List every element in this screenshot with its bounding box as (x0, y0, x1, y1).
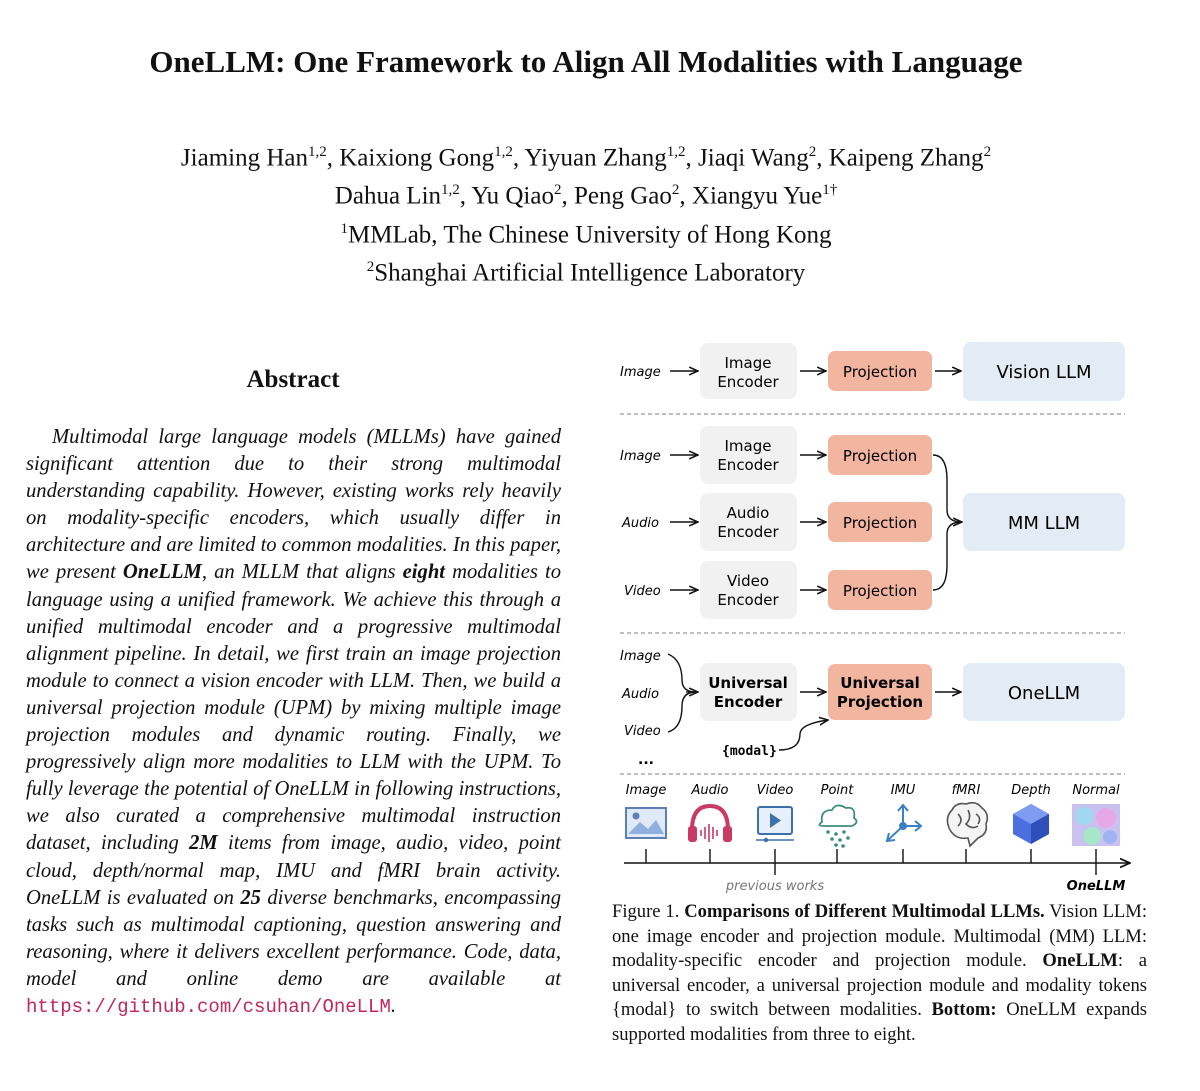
author-affil-mark: 2 (671, 182, 680, 199)
input-brace (668, 654, 696, 732)
author-affil-mark: 2 (553, 182, 562, 199)
image-encoder-box (700, 426, 797, 484)
encoder-label: Universal (708, 674, 788, 692)
video-encoder-box (700, 561, 797, 619)
row2-input-label: Video (624, 584, 661, 599)
abstract-text: modalities to language using a unified framework. We achieve this through a unified multimodal encoder and a progressive multimodal alignment pipeline. In detail, we first train an image projection module to connect a vision encoder with LLM. Then, we build a universal projection module (UPM) by mixing multiple image projection modules and dynamic routing. Finally, we progressively align more modalities to LLM with the UPM. To fully leverage the potential of OneLLM in following instructions, we also curated a comprehensive multimodal instruction dataset, including (26, 561, 561, 855)
modal-token: {modal} (722, 744, 777, 759)
author-name: Jiaqi Wang (698, 144, 809, 172)
author-separator: , (512, 144, 525, 172)
author-affil-mark: 1† (822, 182, 838, 199)
row2-input-label: Image (620, 449, 661, 464)
author-list (0, 136, 1172, 213)
projection-label: Projection (836, 693, 924, 711)
author-separator: , (679, 182, 692, 210)
projection-label: Universal (840, 674, 920, 692)
caption-token: {modal} (612, 999, 677, 1021)
caption-emphasis: Comparisons of Different Multimodal LLMs. (684, 901, 1045, 922)
row3-input-label: Audio (622, 687, 659, 702)
affiliation-mark: 1 (340, 221, 348, 237)
encoder-label: Encoder (717, 373, 779, 391)
llm-label: Vision LLM (996, 362, 1092, 383)
author-separator: , (685, 144, 699, 172)
author-affil-mark: 2 (808, 144, 817, 160)
abstract-emphasis: eight (402, 561, 445, 584)
affiliation-text: MMLab, The Chinese University of Hong Kong (347, 221, 832, 249)
encoder-label: Video (726, 572, 770, 590)
encoder-label: Image (724, 354, 772, 372)
row3-input-label: ... (638, 752, 654, 768)
merge-brace (933, 455, 962, 522)
abstract-text: diverse benchmarks, encompassing tasks such as multimodal captioning, question answering and reasoning, where it delivers excellent performance. Code, data, model and online demo are available at (26, 886, 561, 990)
author-affil-mark: 1,2 (666, 144, 686, 160)
imu-axes-icon (887, 805, 921, 841)
abstract-emphasis: 2M (189, 832, 218, 855)
encoder-label: Encoder (717, 523, 779, 541)
caption-text: to switch between modalities. (676, 999, 932, 1021)
headphones-icon (688, 806, 732, 842)
author-name: Dahua Lin (334, 182, 442, 210)
modality-label: Video (756, 783, 794, 798)
abstract-heading: Abstract (246, 366, 340, 393)
author-separator: , (459, 182, 472, 210)
universal-encoder-box (700, 663, 797, 721)
modality-label: Image (625, 783, 667, 798)
caption-text: : a universal encoder, a universal projection module and modality tokens (612, 950, 1147, 996)
author-affil-mark: 1,2 (494, 144, 513, 160)
author-name: Kaipeng Zhang (828, 144, 984, 172)
picture-icon (626, 808, 666, 838)
modality-label: Depth (1011, 783, 1051, 798)
caption-text: OneLLM expands supported modalities from three to eight. (612, 999, 1148, 1045)
onellm-timeline-label: OneLLM (1066, 879, 1126, 894)
modality-label: Audio (691, 783, 729, 798)
projection-label: Projection (842, 514, 918, 532)
point-cloud-icon (819, 805, 856, 847)
encoder-label: Encoder (717, 456, 779, 474)
row3-input-label: Video (624, 724, 661, 739)
architecture-diagram (606, 330, 1146, 895)
modality-label: fMRI (951, 783, 981, 798)
row3-input-label: Image (620, 649, 661, 664)
affiliation-1 (0, 213, 1172, 251)
abstract-text: , an MLLM that aligns (201, 561, 403, 584)
encoder-label: Encoder (713, 693, 783, 711)
abstract-text: Multimodal large language models (MLLMs) have gained significant attention due to their strong multimodal understanding capability. However, existing works rely heavily on modality-specific encoders, which usually differ in architecture and are limited to common modalities. In this paper, we present (26, 426, 561, 584)
brain-icon (947, 803, 987, 846)
encoder-label: Audio (726, 504, 770, 522)
author-name: Kaixiong Gong (339, 144, 495, 172)
previous-works-label: previous works (725, 879, 825, 894)
author-name: Jiaming Han (180, 144, 308, 172)
author-name: Yiyuan Zhang (524, 144, 667, 172)
row1-input-label: Image (620, 365, 661, 380)
figure-1 (606, 330, 1146, 900)
author-line-1 (0, 136, 1172, 174)
caption-emphasis: Bottom: (931, 999, 997, 1021)
github-link[interactable]: https://github.com/csuhan/OneLLM (26, 995, 391, 1018)
abstract-text: . (390, 994, 397, 1017)
author-affil-mark: 1,2 (441, 182, 460, 199)
token-arrow (779, 720, 828, 750)
abstract-body (26, 424, 561, 1021)
llm-label: MM LLM (1007, 513, 1081, 534)
affiliation-mark: 2 (366, 259, 375, 276)
affiliation-text: Shanghai Artificial Intelligence Laboratory (374, 259, 806, 287)
author-name: Peng Gao (573, 182, 672, 210)
modality-label: Point (820, 783, 854, 798)
audio-encoder-box (700, 493, 797, 551)
author-separator: , (326, 144, 340, 172)
abstract-emphasis: 25 (240, 886, 261, 909)
modality-label: IMU (890, 783, 916, 798)
projection-label: Projection (842, 582, 918, 600)
caption-text: Vision LLM: one image encoder and projection module. Multimodal (MM) LLM: modality-specific encoder and projection module. (612, 901, 1147, 972)
normal-map-icon (1072, 804, 1120, 846)
author-separator: , (816, 144, 829, 172)
modality-label: Normal (1072, 783, 1120, 798)
author-affil-mark: 2 (983, 144, 992, 160)
modality-labels (626, 783, 1120, 798)
paper-title: OneLLM: One Framework to Align All Modalities with Language (149, 44, 1023, 79)
abstract-emphasis: OneLLM (122, 561, 202, 584)
merge-brace (933, 522, 962, 590)
author-line-2 (0, 174, 1172, 212)
depth-cube-icon (1013, 804, 1049, 844)
encoder-label: Image (724, 437, 772, 455)
universal-projection-box (828, 664, 932, 720)
author-name: Yu Qiao (471, 182, 554, 210)
timeline-ticks (646, 849, 1096, 863)
affiliation-list (0, 213, 1172, 290)
caption-text: Figure 1. (612, 901, 685, 922)
video-player-icon (756, 807, 794, 842)
encoder-label: Encoder (717, 591, 779, 609)
caption-emphasis: OneLLM (1042, 950, 1118, 972)
row2-input-label: Audio (622, 516, 659, 531)
affiliation-2 (0, 251, 1172, 289)
figure-caption (612, 900, 1147, 1048)
projection-label: Projection (842, 363, 918, 381)
author-affil-mark: 1,2 (308, 144, 327, 160)
author-name: Xiangyu Yue (691, 182, 823, 210)
abstract-text: items from image, audio, video, point cloud, depth/normal map, IMU and fMRI brain activity. OneLLM is evaluated on (26, 832, 561, 909)
llm-label: OneLLM (1007, 683, 1081, 704)
author-separator: , (561, 182, 574, 210)
projection-label: Projection (842, 447, 918, 465)
